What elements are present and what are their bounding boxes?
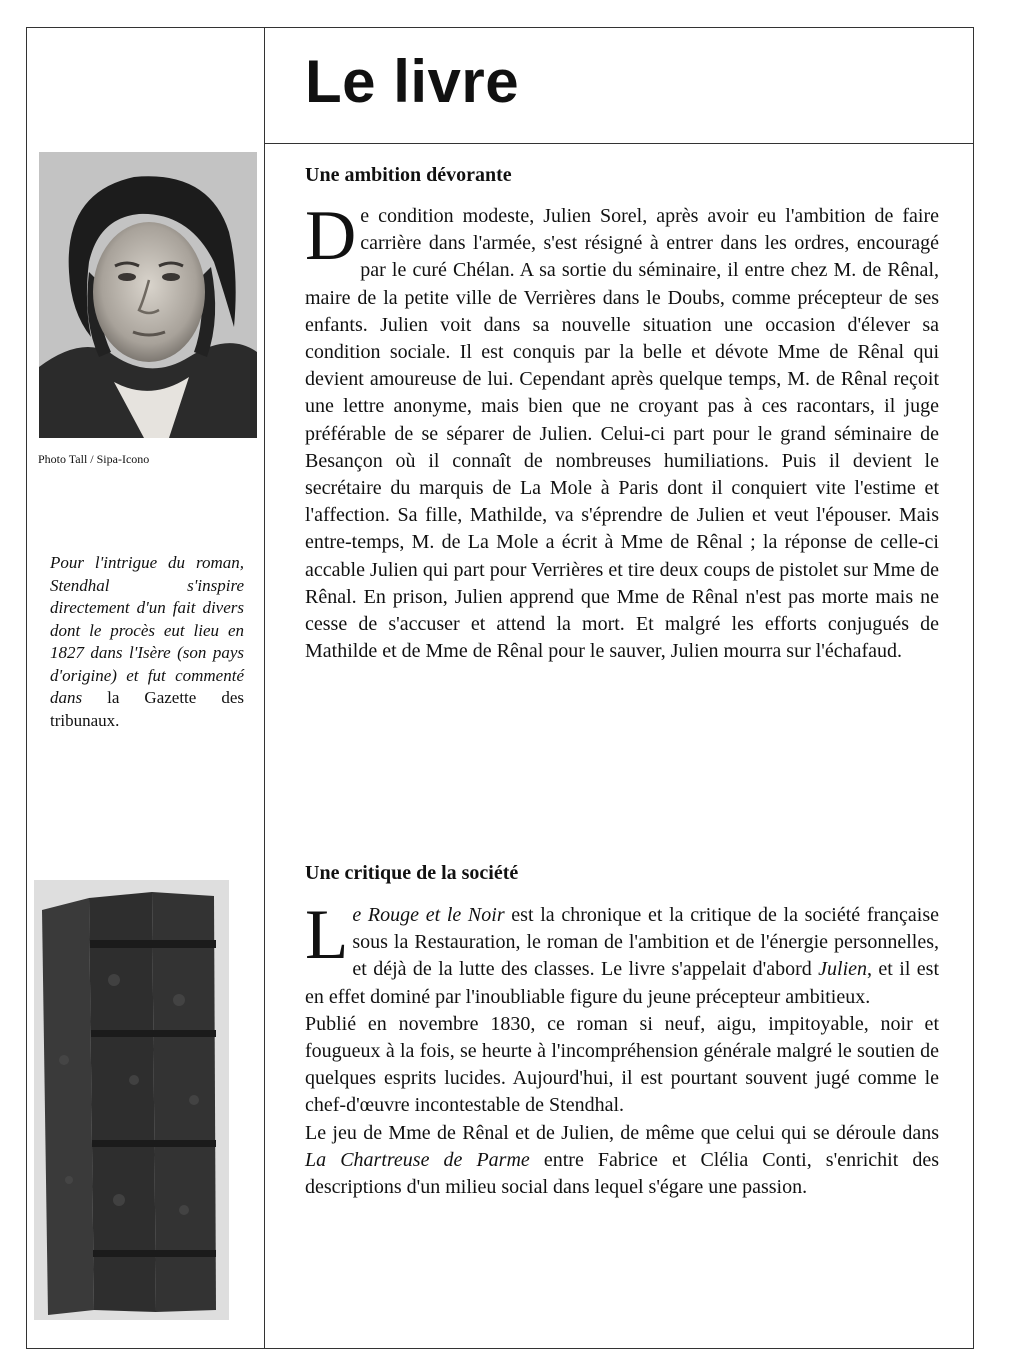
section2-p3-b: entre Fabrice et Clélia Conti, s'enrichit des descriptions d'un milieu social dans lequel s'égare une passion.: [305, 1148, 940, 1199]
portrait-photo: [39, 152, 257, 438]
section2-p3-a: Le jeu de Mme de Rênal et de Julien, de même que celui qui se déroule dans: [305, 1121, 939, 1144]
dropcap-l: L: [305, 896, 349, 974]
photo-credit: Photo Tall / Sipa-Icono: [38, 452, 150, 466]
sidebar-note: [50, 552, 244, 732]
section2-p2: Publié en novembre 1830, ce roman si neuf, aigu, impitoyable, noir et fougueux à la fois, se heurte à l'incompréhension générale malgré le soutien de quelques esprits lucides. Aujourd'hui, il est pourtant souvent jugé comme le chef-d'œuvre incontestable de Stendhal.: [305, 1012, 939, 1117]
section2-p1-b: , et il est en effet dominé par l'inoubliable figure du jeune précepteur ambitieux.: [305, 958, 939, 1008]
section2-p1-a: est la chronique et la critique de la société française sous la Restauration, le roman de l'ambition et de l'énergie personnelles, et déjà de la lutte des classes. Le livre s'appelait d'abord: [352, 904, 939, 981]
book-title-rouge-noir: e Rouge et le Noir: [352, 904, 505, 926]
books-photo: [34, 880, 229, 1320]
section-body-ambition: [305, 197, 939, 665]
section-body-critique: [305, 896, 940, 1201]
sidebar-note-italic: Pour l'intrigue du roman, Stendhal s'inspire directement d'un fait divers dont le procès eut lieu en 1827 dans l'Isère (son pays d'origine) et fut commenté dans: [50, 553, 244, 707]
column-divider: [264, 27, 265, 1349]
section1-text: e condition modeste, Julien Sorel, après avoir eu l'ambition de faire carrière dans l'armée, s'est résigné à entrer dans les ordres, encouragé par le curé Chélan. A sa sortie du séminaire, il entre chez M. de Rênal, maire de la petite ville de Verrières dans le Doubs, comme précepteur de ses enfants. Julien voit dans sa nouvelle situation une occasion d'élever sa condition sociale. Il est conquis par la belle et dévote Mme de Rênal qui devient amoureuse de lui. Cependant après quelque temps, M. de Rênal reçoit une lettre anonyme, mais bien que ne croyant pas à ces racontars, il juge préférable de se séparer de Julien. Celui-ci part pour le grand séminaire de Besançon où il connaît de nombreuses humiliations. Puis il devient le secrétaire du marquis de La Mole à Paris dont il conquiert vite l'estime et l'affection. Sa fille, Mathilde, va s'éprendre de Julien et veut l'épouser. Mais entre-temps, M. de La Mole a écrit à Mme de Rênal ; la réponse de celle-ci accable Julien qui part pour Verrières et tire deux coups de pistolet sur Mme de Rênal. En prison, Julien apprend que Mme de Rênal n'est pas morte mais ne cesse de s'accuser et attend la mort. Et malgré les efforts conjugués de Mathilde et de Mme de Rênal pour le sauver, Julien mourra sur l'échafaud.: [305, 205, 939, 663]
page-title: Le livre: [305, 48, 520, 115]
section-heading-ambition: Une ambition dévorante: [305, 164, 512, 186]
dropcap-d: D: [305, 197, 357, 275]
book-title-julien: Julien: [818, 958, 868, 981]
book-title-chartreuse: La Chartreuse de Parme: [305, 1148, 530, 1171]
sidebar-note-plain: la Gazette des tribunaux.: [50, 688, 244, 730]
section-heading-critique: Une critique de la société: [305, 862, 519, 884]
title-divider: [264, 143, 974, 144]
